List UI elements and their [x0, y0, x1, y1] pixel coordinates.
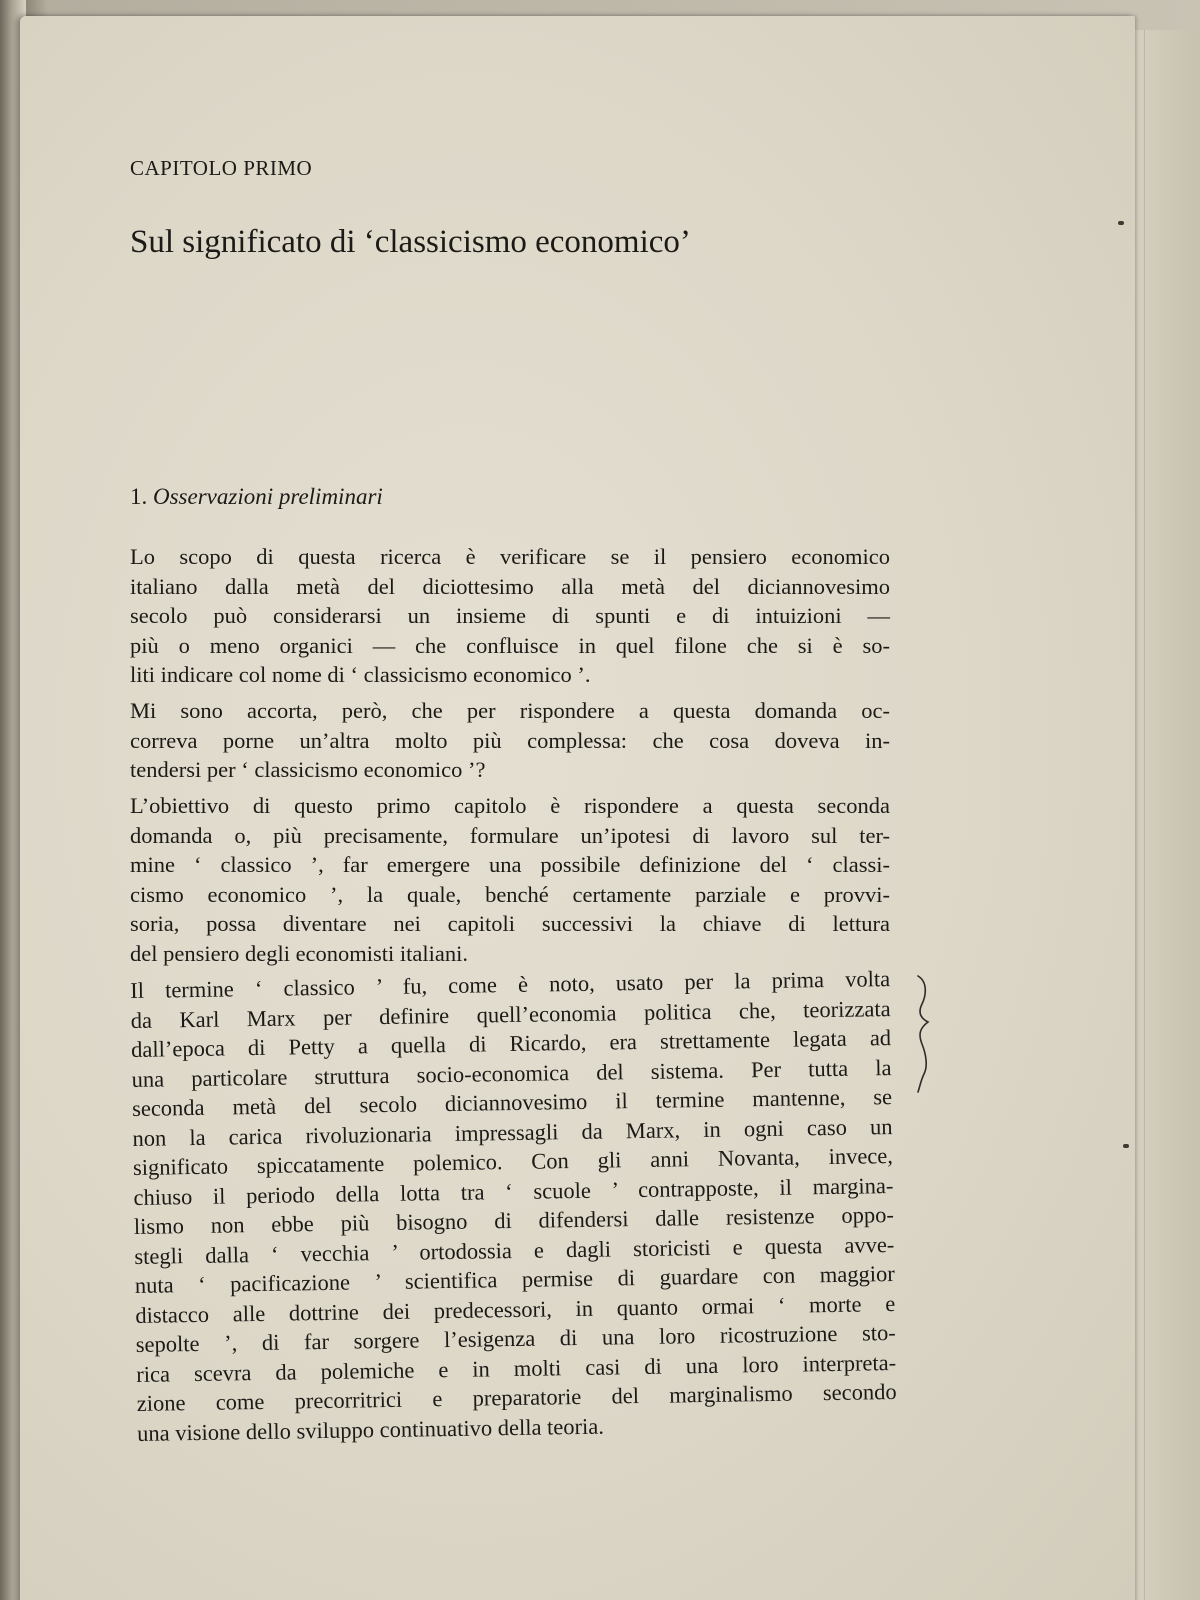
- paragraph: [130, 542, 890, 690]
- text-line: lismo non ebbe più bisogno di difendersi dalle resistenze oppo-: [133, 1202, 895, 1239]
- text-line: Il termine ‘ classico ’ fu, come è noto, usato per la prima volta: [130, 966, 891, 1003]
- chapter-title: Sul significato di ‘classicismo economico’: [130, 224, 691, 260]
- page-edge-mark: [1123, 1144, 1129, 1148]
- text-line: una particolare struttura socio-economica del sistema. Per tutta la: [131, 1054, 892, 1092]
- text-line: distacco alle dottrine dei predecessori, in quanto ormai ‘ morte e: [135, 1290, 896, 1328]
- text-line: rica scevra da polemiche e in molti casi di una loro interpreta-: [136, 1349, 897, 1387]
- text-line: soria, possa diventare nei capitoli successivi la chiave di lettura: [130, 911, 890, 936]
- section-number: 1.: [130, 484, 148, 509]
- text-line: tendersi per ‘ classicismo economico ’?: [130, 757, 486, 782]
- text-line: stegli dalla ‘ vecchia ’ ortodossia e dagli storicisti e questa avve-: [134, 1231, 895, 1269]
- text-line: chiuso il periodo della lotta tra ‘ scuole ’ contrapposte, il margina-: [133, 1172, 894, 1210]
- text-line: dall’epoca di Petty a quella di Ricardo, era strettamente legata ad: [130, 1025, 892, 1062]
- section-title: Osservazioni preliminari: [153, 484, 383, 509]
- text-line: seconda metà del secolo diciannovesimo il termine mantenne, se: [131, 1084, 893, 1121]
- text-line: nuta ‘ pacificazione ’ scientifica permise di guardare con maggior: [134, 1261, 895, 1298]
- paragraph: [130, 964, 897, 1448]
- pencil-brace-annotation: [914, 974, 938, 1094]
- text-line: non la carica rivoluzionaria impressagli da Marx, in ogni caso un: [132, 1113, 893, 1151]
- page-edge-mark: [1118, 221, 1124, 225]
- text-line: liti indicare col nome di ‘ classicismo economico ’.: [130, 662, 591, 687]
- book-page: [20, 16, 1135, 1600]
- text-line: correva porne un’altra molto più complessa: che cosa doveva in-: [130, 727, 890, 753]
- chapter-label: CAPITOLO PRIMO: [130, 156, 313, 180]
- text-line: secolo può considerarsi un insieme di spunti e di intuizioni —: [130, 603, 890, 628]
- text-line: una visione dello sviluppo continuativo della teoria.: [136, 1413, 605, 1446]
- text-line: italiano dalla metà del diciottesimo alla metà del diciannovesimo: [130, 573, 890, 599]
- text-line: significato spiccatamente polemico. Con gli anni Novanta, invece,: [132, 1143, 894, 1180]
- text-line: Lo scopo di questa ricerca è verificare se il pensiero economico: [130, 544, 890, 569]
- text-line: più o meno organici — che confluisce in quel filone che si è so-: [130, 632, 890, 658]
- text-line: mine ‘ classico ’, far emergere una possibile definizione del ‘ classi-: [130, 852, 890, 877]
- text-line: da Karl Marx per definire quell’economia politica che, teorizzata: [130, 995, 891, 1033]
- text-line: del pensiero degli economisti italiani.: [130, 940, 469, 966]
- text-line: cismo economico ’, la quale, benché certamente parziale e provvi-: [130, 881, 890, 907]
- paragraph: [130, 696, 890, 785]
- text-line: domanda o, più precisamente, formulare un’ipotesi di lavoro sul ter-: [130, 822, 890, 848]
- section-heading: [130, 484, 383, 510]
- paragraph: [130, 791, 890, 968]
- text-line: Mi sono accorta, però, che per rispondere a questa domanda oc-: [130, 698, 890, 723]
- text-line: sepolte ’, di far sorgere l’esigenza di una loro ricostruzione sto-: [135, 1320, 896, 1357]
- text-line: L’obiettivo di questo primo capitolo è rispondere a questa seconda: [130, 793, 890, 818]
- text-line: zione come precorritrici e preparatorie del marginalismo secondo: [136, 1379, 897, 1416]
